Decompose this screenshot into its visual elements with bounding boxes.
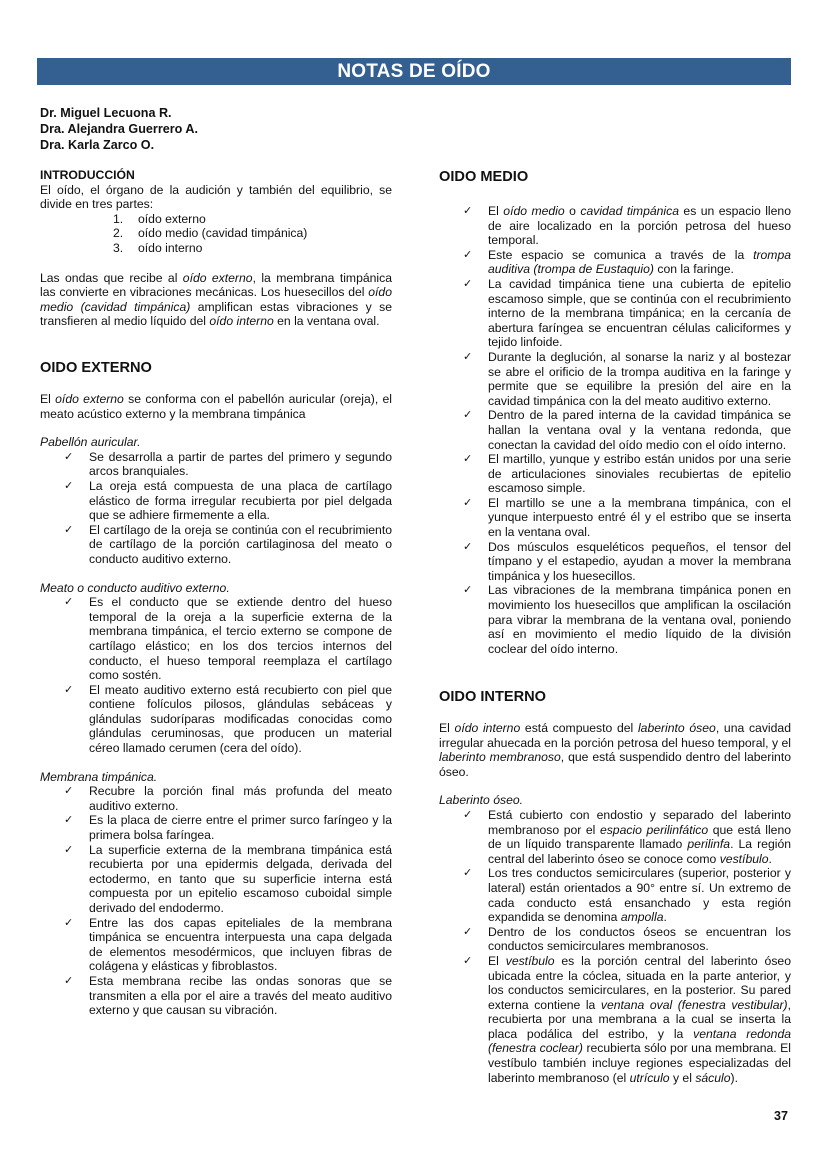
check-icon: ✓ xyxy=(463,277,473,290)
check-icon: ✓ xyxy=(463,409,473,422)
list-item: ✓ Está cubierto con endostio y separado del laberinto membranoso por el espacio perilinfático que está lleno de un líquido transparente llamado perilinfa. La región central del laberinto óseo se conoce como vestíbulo. xyxy=(463,807,791,866)
check-icon: ✓ xyxy=(463,808,473,821)
intro-heading: INTRODUCCIÓN xyxy=(40,168,135,182)
check-icon: ✓ xyxy=(64,814,74,827)
check-icon: ✓ xyxy=(64,596,74,609)
list-item: ✓ El oído medio o cavidad timpánica es un espacio lleno de aire localizado en la porción petrosa del hueso temporal. xyxy=(463,204,791,248)
item-text: oído externo xyxy=(138,211,206,226)
author: Dr. Miguel Lecuona R. xyxy=(40,106,172,120)
intro-section xyxy=(40,168,392,329)
list-item: ✓ Es el conducto que se extiende dentro del hueso temporal de la oreja a la superficie externa de la membrana timpánica, el tercio externo se compone de cartílago elástico; en los dos tercios internos del conducto, el hueso temporal reemplaza el cartílago como sostén. xyxy=(64,595,392,683)
meato-checklist xyxy=(40,595,392,756)
check-icon: ✓ xyxy=(463,350,473,363)
item-text: oído interno xyxy=(138,240,203,255)
check-icon: ✓ xyxy=(463,954,473,967)
interno-paragraph: El oído interno está compuesto del laberinto óseo, una cavidad irregular ahuecada en la porción petrosa del hueso temporal, y el laberinto membranoso, que está suspendido dentro del laberinto óseo. xyxy=(439,721,791,779)
check-icon: ✓ xyxy=(463,867,473,880)
membrana-checklist xyxy=(40,784,392,1018)
subheading-pabellon: Pabellón auricular. xyxy=(40,435,141,450)
authors-list xyxy=(40,105,198,153)
oido-interno-section xyxy=(439,688,791,1085)
check-icon: ✓ xyxy=(64,523,74,536)
check-icon: ✓ xyxy=(463,248,473,261)
check-icon: ✓ xyxy=(64,916,74,929)
item-number: 2. xyxy=(113,226,124,241)
check-icon: ✓ xyxy=(64,450,74,463)
list-item: ✓ El martillo se une a la membrana timpánica, con el yunque interpuesto entré él y el estribo que se inserta en la ventana oval. xyxy=(463,495,791,540)
item-number: 1. xyxy=(113,211,124,226)
check-icon: ✓ xyxy=(64,843,74,856)
check-icon: ✓ xyxy=(64,974,74,987)
list-item: ✓ Dentro de los conductos óseos se encuentran los conductos semicirculares membranosos. xyxy=(463,924,791,954)
check-icon: ✓ xyxy=(64,785,74,798)
list-item: ✓ Durante la deglución, al sonarse la nariz y al bostezar se abre el orificio de la trompa auditiva en la faringe y permite que se equilibre la presión del aire en la cavidad timpánica con la del meato auditivo externo. xyxy=(463,349,791,408)
list-item: ✓ El cartílago de la oreja se continúa con el recubrimiento de cartílago de la porción cartilaginosa del meato o conducto auditivo externo. xyxy=(64,522,392,566)
subheading-laberinto: Laberinto óseo. xyxy=(439,793,524,808)
medio-checklist xyxy=(439,204,791,656)
page-number: 37 xyxy=(774,1109,788,1123)
externo-paragraph: El oído externo se conforma con el pabellón auricular (oreja), el meato acústico externo y la membrana timpánica xyxy=(40,392,393,421)
author: Dra. Alejandra Guerrero A. xyxy=(40,122,198,136)
list-item: ✓ Se desarrolla a partir de partes del primero y segundo arcos branquiales. xyxy=(64,449,392,479)
section-heading: OIDO MEDIO xyxy=(439,169,529,185)
check-icon: ✓ xyxy=(463,205,473,217)
list-item: ✓ Recubre la porción final más profunda del meato auditivo externo. xyxy=(64,784,392,813)
laberinto-checklist xyxy=(439,808,791,1085)
list-item: ✓ El vestíbulo es la porción central del laberinto óseo ubicada entre la cóclea, situada en la parte anterior, y los conductos semicirculares, en la posterior. Su pared externa contiene la ventana oval (fenestra vestibular), recubierta por una membrana a la cual se inserta la placa podálica del estribo, y la ventana redonda (fenestra coclear) recubierta sólo por una membrana. El vestíbulo también incluye regiones especializadas del laberinto membranoso (el utrículo y el sáculo). xyxy=(463,953,791,1085)
check-icon: ✓ xyxy=(463,496,473,509)
list-item: ✓ Dos músculos esqueléticos pequeños, el tensor del tímpano y el estapedio, ayudan a mover la membrana timpánica y los huesecillos. xyxy=(463,539,791,583)
list-item: ✓ Este espacio se comunica a través de la trompa auditiva (trompa de Eustaquio) con la faringe. xyxy=(463,247,791,277)
list-item: ✓ Esta membrana recibe las ondas sonoras que se transmiten a ella por el aire a través del meato auditivo externo y que causan su vibración. xyxy=(64,973,392,1018)
list-item: ✓ Entre las dos capas epiteliales de la membrana timpánica se encuentra interpuesta una capa delgada de elementos mesodérmicos, que incluyen fibras de colágena y elásticas y fibroblastos. xyxy=(64,915,392,974)
page-title-banner: NOTAS DE OÍDO xyxy=(37,58,791,85)
item-text: oído medio (cavidad timpánica) xyxy=(138,226,308,241)
list-item: ✓ El martillo, yunque y estribo están unidos por una serie de articulaciones sinoviales recubiertas de epitelio escamoso simple. xyxy=(463,452,791,496)
section-heading: OIDO EXTERNO xyxy=(40,360,152,376)
check-icon: ✓ xyxy=(463,453,473,466)
intro-paragraph-2: Las ondas que recibe al oído externo, la membrana timpánica las convierte en vibraciones mecánicas. Los huesecillos del oído medio (cavidad timpánica) amplifican estas vibraciones y se transfieren al medio líquido del oído interno en la ventana oval. xyxy=(40,270,392,329)
item-number: 3. xyxy=(113,240,124,255)
author: Dra. Karla Zarco O. xyxy=(40,138,155,152)
check-icon: ✓ xyxy=(463,540,473,553)
check-icon: ✓ xyxy=(64,479,74,492)
section-heading: OIDO INTERNO xyxy=(439,689,547,705)
check-icon: ✓ xyxy=(463,925,473,938)
oido-externo-section xyxy=(40,359,392,1018)
check-icon: ✓ xyxy=(463,584,473,597)
list-item xyxy=(40,241,392,256)
oido-medio-section xyxy=(439,168,791,656)
list-item: ✓ Los tres conductos semicirculares (superior, posterior y lateral) están orientados a 90° entre sí. Un extremo de cada conducto está ensanchado y esta región expandida se denomina ampolla. xyxy=(463,866,791,925)
intro-paragraph: El oído, el órgano de la audición y también del equilibrio, se divide en tres partes: xyxy=(40,182,392,212)
list-item: ✓ La oreja está compuesta de una placa de cartílago elástico de forma irregular recubierta por piel delgada que se adhiere firmemente a ella. xyxy=(64,478,392,523)
pabellon-checklist xyxy=(40,450,392,567)
list-item: ✓ El meato auditivo externo está recubierto con piel que contiene folículos pilosos, glándulas sebáceas y glándulas sudoríparas modificadas conocidas como glándulas ceruminosas, que producen un material céreo llamado cerumen (cera del oído). xyxy=(64,682,392,756)
check-icon: ✓ xyxy=(64,683,74,696)
list-item: ✓ La superficie externa de la membrana timpánica está recubierta por una epidermis delgada, derivada del ectodermo, en tanto que su superficie interna está compuesta por un epitelio escamoso cuboidal simple derivado del endodermo. xyxy=(64,842,392,915)
ear-parts-list xyxy=(40,212,392,256)
list-item: ✓ La cavidad timpánica tiene una cubierta de epitelio escamoso simple, que se continúa con el recubrimiento interno de la membrana timpánica; en la cercanía de abertura faríngea se encuentran células caliciformes y tejido linfoide. xyxy=(463,276,791,350)
list-item: ✓ Las vibraciones de la membrana timpánica ponen en movimiento los huesecillos que amplifican la oscilación para vibrar la membrana de la ventana oval, poniendo así en movimiento el medio líquido de la división coclear del oído interno. xyxy=(463,583,791,656)
list-item: ✓ Dentro de la pared interna de la cavidad timpánica se hallan la ventana oval y la ventana redonda, que conectan la cavidad del oído medio con el oído interno. xyxy=(463,408,791,452)
list-item xyxy=(40,226,392,241)
list-item xyxy=(40,212,392,227)
list-item: ✓ Es la placa de cierre entre el primer surco faríngeo y la primera bolsa faríngea. xyxy=(64,813,392,843)
subheading-meato: Meato o conducto auditivo externo. xyxy=(40,580,230,595)
subheading-membrana: Membrana timpánica. xyxy=(40,769,158,784)
